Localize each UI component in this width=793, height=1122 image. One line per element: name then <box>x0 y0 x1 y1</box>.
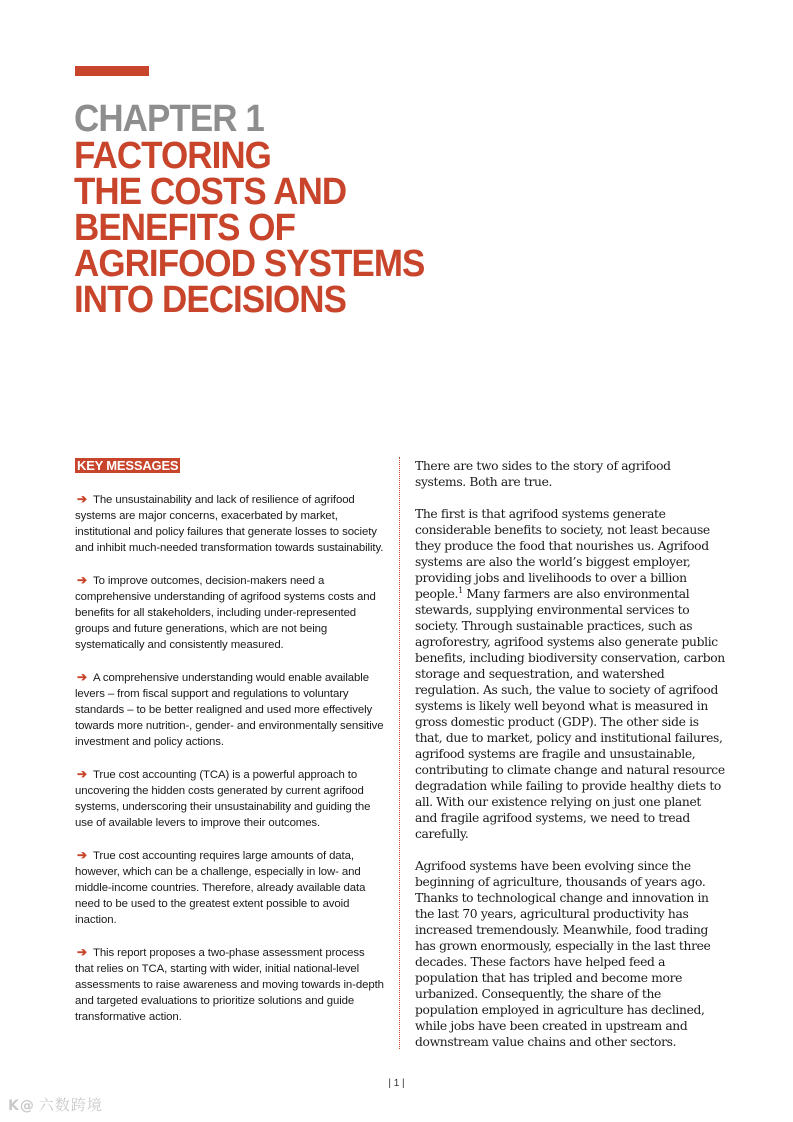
key-message-item <box>75 944 385 1025</box>
key-message-text: This report proposes a two-phase assessment process that relies on TCA, starting with wider, initial national-level assessments to raise awareness and moving towards in-depth and targeted evaluations to prioritize solutions and guide transformative action. <box>75 947 384 1023</box>
column-divider <box>399 457 400 1049</box>
arrow-right-icon: ➔ <box>77 573 87 587</box>
chapter-title-line: INTO DECISIONS <box>74 279 347 321</box>
key-messages-section <box>75 457 384 1023</box>
key-message-item <box>75 766 385 831</box>
arrow-right-icon: ➔ <box>77 670 87 684</box>
body-text-column <box>415 458 725 1066</box>
body-text: Many farmers are also environmental stewards, supplying environmental services to society. Through sustainable practices, such as agroforestry, agrifood systems also generate public benefits, including biodiversity conservation, carbon storage and sequestration, and watershed regulation. As such, the value to society of agrifood systems is likely well beyond what is measured in gross domestic product (GDP). The other side is that, due to market, policy and institutional failures, agrifood systems are fragile and unsustainable, contributing to climate change and natural resource degradation while failing to provide healthy diets to all. With our existence relying on just one planet and fragile agrifood systems, we need to tread carefully. <box>415 587 725 841</box>
chapter-title-line: FACTORING <box>74 135 271 177</box>
key-message-item <box>75 572 385 653</box>
key-message-text: The unsustainability and lack of resilience of agrifood systems are major concerns, exacerbated by market, institutional and policy failures that generate losses to society and inhibit much-needed transformation towards sustainability. <box>75 494 384 554</box>
key-message-text: To improve outcomes, decision-makers need a comprehensive understanding of agrifood systems costs and benefits for all stakeholders, including under-represented groups and future generations, which are not being systematically and consistently measured. <box>75 575 376 651</box>
key-message-text: True cost accounting (TCA) is a powerful approach to uncovering the hidden costs generated by current agrifood systems, underscoring their unsustainability and guiding the use of available levers to improve their outcomes. <box>75 769 371 829</box>
key-message-item <box>75 847 385 928</box>
key-message-text: True cost accounting requires large amounts of data, however, which can be a challenge, especially in low- and middle-income countries. Therefore, already available data need to be used to the greatest extent possible to avoid inaction. <box>75 850 366 926</box>
chapter-title-line: THE COSTS AND <box>74 171 347 213</box>
body-paragraph: There are two sides to the story of agrifood systems. Both are true. <box>415 459 671 489</box>
body-paragraph: Agrifood systems have been evolving since the beginning of agriculture, thousands of years ago. Thanks to technological change and innovation in the last 70 years, agricultural productivity has increased tremendously. Meanwhile, food trading has grown enormously, especially in the last three decades. These factors have helped feed a population that has tripled and become more urbanized. Consequently, the share of the population employed in agriculture has declined, while jobs have been created in upstream and downstream value chains and other sectors. <box>415 859 711 1049</box>
key-messages-heading: KEY MESSAGES <box>77 458 179 473</box>
page-number: | 1 | <box>388 1078 405 1089</box>
body-paragraph <box>415 506 725 842</box>
footnote-reference[interactable]: 1 <box>458 585 463 595</box>
arrow-right-icon: ➔ <box>77 492 87 506</box>
chapter-title <box>74 135 460 321</box>
watermark-logo-icon: K@ <box>8 1098 35 1114</box>
key-message-item <box>75 669 385 750</box>
chapter-label: CHAPTER 1 <box>74 98 264 140</box>
chapter-title-line: BENEFITS OF <box>74 207 296 249</box>
arrow-right-icon: ➔ <box>77 848 87 862</box>
arrow-right-icon: ➔ <box>77 945 87 959</box>
key-message-item <box>75 491 385 556</box>
watermark-text: 六数跨境 <box>38 1096 103 1114</box>
chapter-accent-bar <box>75 66 149 76</box>
body-text: The first is that agrifood systems generate considerable benefits to society, not least because they produce the food that nourishes us. Agrifood systems are also the world’s biggest employer, providing jobs and livelihoods to over a billion people. <box>415 507 710 601</box>
arrow-right-icon: ➔ <box>77 767 87 781</box>
key-message-text: A comprehensive understanding would enable available levers – from fiscal support and regulations to voluntary standards – to be better realigned and used more effectively towards more nutrition-, gender- and environmentally sensitive investment and policy actions. <box>75 672 384 748</box>
watermark <box>8 1094 103 1115</box>
chapter-title-line: AGRIFOOD SYSTEMS <box>74 243 425 285</box>
key-messages-list <box>75 491 385 1041</box>
